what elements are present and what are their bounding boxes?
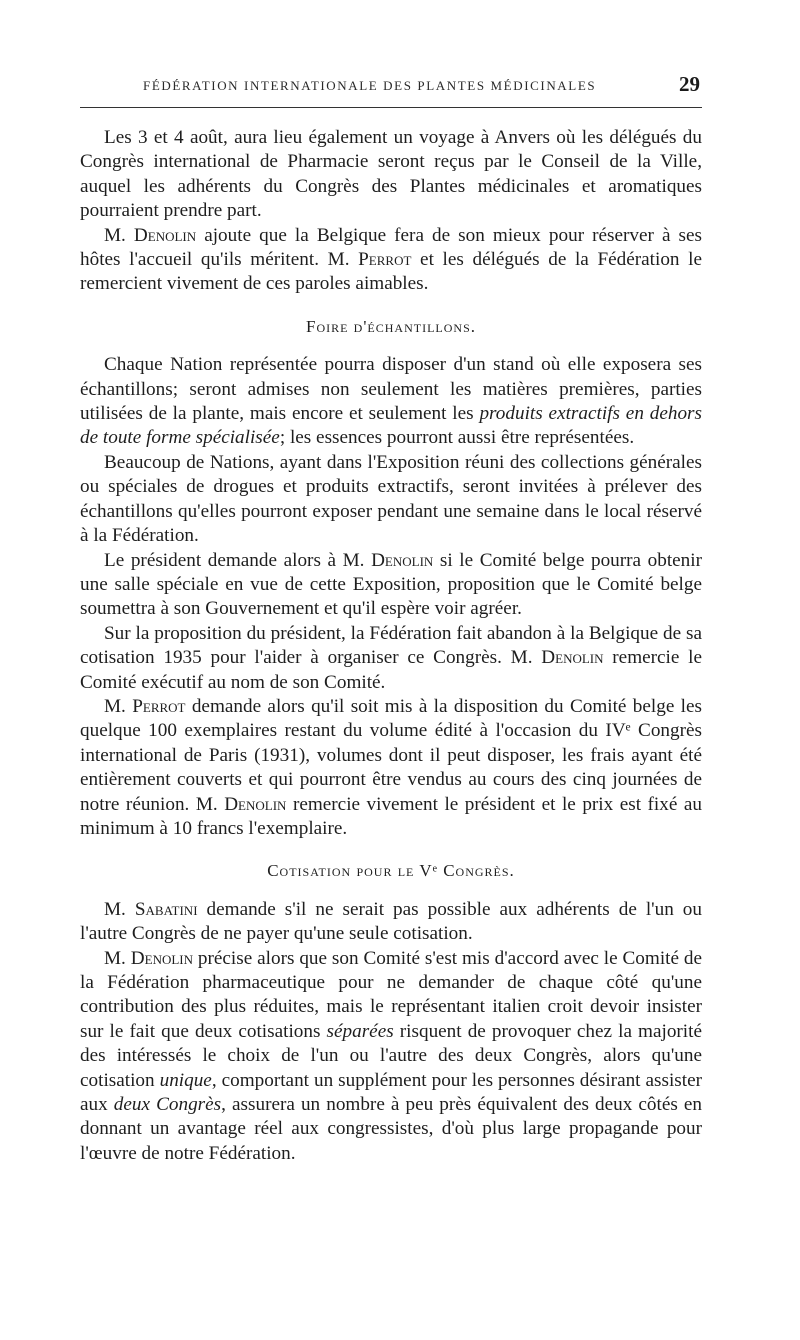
text-run: remercie vivement le président et le prix est fixé au minimum à 10 francs l'exemplaire. bbox=[80, 793, 702, 839]
paragraph bbox=[80, 695, 702, 841]
page-body bbox=[80, 126, 702, 1166]
emphasis-text: séparées bbox=[326, 1020, 394, 1042]
paragraph bbox=[80, 353, 702, 451]
person-name: Perrot bbox=[132, 695, 186, 717]
text-run: demande s'il ne serait pas possible aux adhérents de l'un ou l'autre Congrès de ne payer qu'une seule cotisation. bbox=[80, 898, 702, 945]
person-name: Denolin bbox=[130, 947, 193, 969]
person-name: Foire d'échantillons. bbox=[305, 316, 476, 336]
paragraph bbox=[80, 898, 702, 947]
person-name: Sabatini bbox=[134, 898, 198, 920]
person-name: Cotisation pour le Vᵉ Congrès. bbox=[267, 861, 515, 881]
text-run: demande alors qu'il soit mis à la disposition du Comité belge les quelque 100 exemplaires restant du volume édité à l'occasion du IVᵉ Congrès international de Paris (1931), volumes dont il peut disposer, les frais ayant été entièrement couverts et qui pourront être vendus au cours des cinq journées de notre réunion. M. bbox=[80, 695, 702, 815]
text-run: ajoute que la Belgique fera de son mieux pour réserver à ses hôtes l'accueil qu'ils méritent. M. bbox=[80, 224, 702, 271]
text-run: Beaucoup de Nations, ayant dans l'Exposition réuni des collections générales ou spéciales de drogues et produits extractifs, seront invitées à prélever des échantillons qu'elles pourront exposer pendant une semaine dans le local réservé à la Fédération. bbox=[80, 451, 702, 547]
paragraph bbox=[80, 622, 702, 695]
text-run: M. bbox=[104, 898, 135, 920]
text-run: remercie le Comité exécutif au nom de son Comité. bbox=[80, 647, 702, 693]
text-run: si le Comité belge pourra obtenir une salle spéciale en vue de cette Exposition, proposition que le Comité belge soumettra à son Gouvernement et qu'il espère voir agréer. bbox=[80, 549, 702, 620]
text-run: M. bbox=[104, 224, 134, 246]
page-number: 29 bbox=[679, 72, 700, 96]
text-run: , comportant un supplément pour les personnes désirant assister aux bbox=[80, 1069, 702, 1116]
person-name: Denolin bbox=[224, 793, 287, 815]
paragraph bbox=[80, 451, 702, 549]
paragraph bbox=[80, 224, 702, 297]
text-run: risquent de provoquer chez la majorité des intéressés le choix de l'un ou l'autre des deux Congrès, alors qu'une cotisation bbox=[80, 1020, 702, 1091]
text-run: précise alors que son Comité s'est mis d'accord avec le Comité de la Fédération pharmaceutique pour ne demander de chaque côté qu'une contribution des plus réduites, mais le représentant italien croit devoir insister sur le fait que deux cotisations bbox=[80, 947, 703, 1042]
emphasis-text: unique bbox=[159, 1069, 212, 1091]
text-run: Chaque Nation représentée pourra disposer d'un stand où elle exposera ses échantillons; seront admises non seulement les matières premières, parties utilisées de la plante, mais encore et seulement les bbox=[80, 354, 702, 425]
text-run: Le président demande alors à M. bbox=[104, 549, 372, 571]
emphasis-text: deux Congrès bbox=[113, 1094, 222, 1116]
running-title: FÉDÉRATION INTERNATIONALE DES PLANTES MÉDICINALES bbox=[143, 78, 597, 93]
text-run: ; les essences pourront aussi être représentées. bbox=[279, 427, 635, 449]
page-header bbox=[80, 74, 702, 104]
text-run: et les délégués de la Fédération le remercient vivement de ces paroles aimables. bbox=[80, 249, 702, 295]
person-name: Denolin bbox=[541, 647, 604, 669]
person-name: Denolin bbox=[371, 549, 434, 571]
person-name: Denolin bbox=[133, 224, 197, 246]
section-heading bbox=[80, 315, 702, 339]
text-run: M. bbox=[104, 947, 131, 969]
paragraph bbox=[80, 947, 702, 1167]
paragraph bbox=[80, 126, 702, 224]
emphasis-text: produits extractifs en dehors de toute forme spécialisée bbox=[80, 403, 702, 449]
header-rule bbox=[80, 107, 702, 108]
text-run: M. bbox=[104, 695, 133, 717]
person-name: Perrot bbox=[358, 249, 412, 271]
text-run: Les 3 et 4 août, aura lieu également un voyage à Anvers où les délégués du Congrès international de Pharmacie seront reçus par le Conseil de la Ville, auquel les adhérents du Congrès des Plantes médicinales et aromatiques pourraient prendre part. bbox=[80, 127, 702, 222]
paragraph bbox=[80, 549, 702, 622]
section-heading bbox=[80, 859, 702, 883]
text-run: Sur la proposition du président, la Fédération fait abandon à la Belgique de sa cotisation 1935 pour l'aider à organiser ce Congrès. M. bbox=[80, 622, 702, 669]
text-run: , assurera un nombre à peu près équivalent des deux côtés en donnant un avantage réel aux congressistes, d'où plus large propagande pour l'œuvre de notre Fédération. bbox=[80, 1094, 703, 1164]
